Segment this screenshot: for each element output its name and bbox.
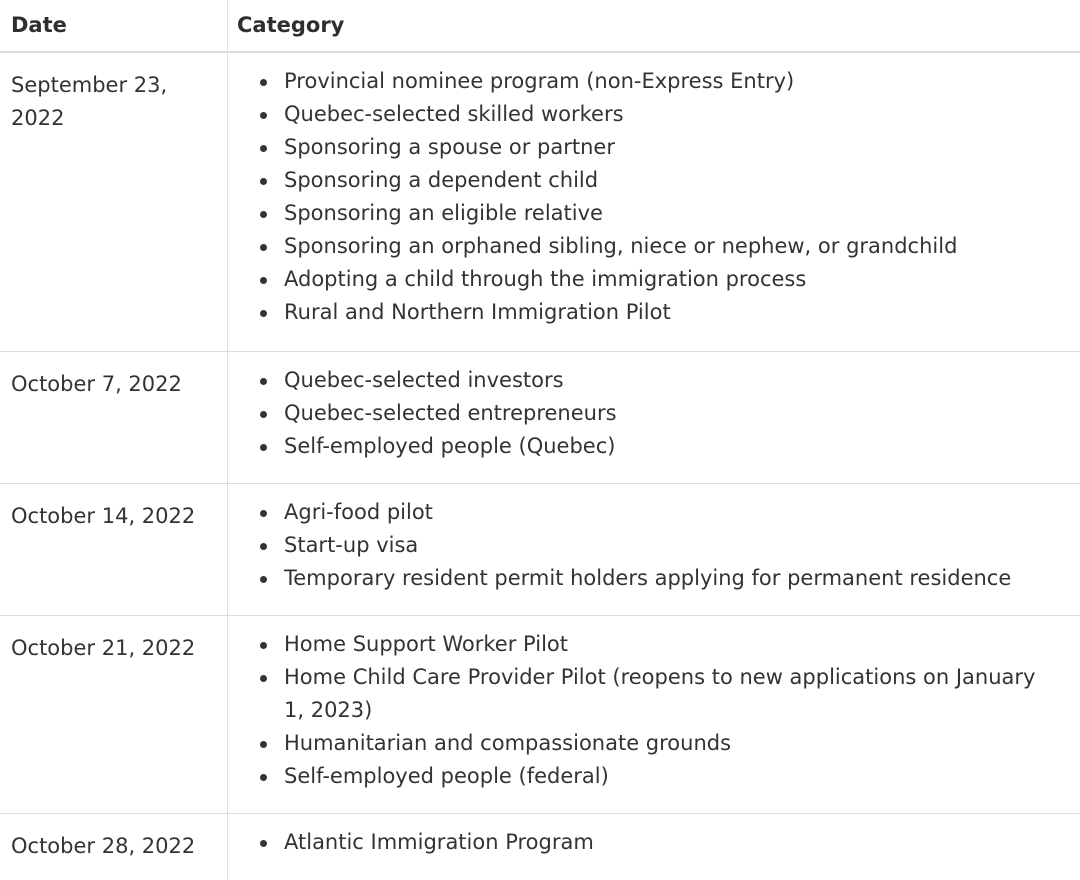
category-list [258, 65, 1058, 329]
table-row [0, 814, 1080, 880]
table-row [0, 352, 1080, 484]
row-date: October 7, 2022 [11, 372, 182, 396]
row-date: October 28, 2022 [11, 834, 196, 858]
header-category: Category [237, 13, 345, 37]
list-item: Atlantic Immigration Program [258, 826, 1058, 859]
list-item: Provincial nominee program (non-Express Entry) [258, 65, 1058, 98]
list-item: Home Child Care Provider Pilot (reopens to new applications on January 1, 2023) [258, 661, 1058, 727]
list-item: Agri-food pilot [258, 496, 1058, 529]
category-list [258, 826, 1058, 859]
list-item: Quebec-selected entrepreneurs [258, 397, 1058, 430]
list-item: Adopting a child through the immigration process [258, 263, 1058, 296]
row-date: September 23, 2022 [11, 73, 168, 130]
list-item: Sponsoring an eligible relative [258, 197, 1058, 230]
list-item: Quebec-selected investors [258, 364, 1058, 397]
list-item: Start-up visa [258, 529, 1058, 562]
list-item: Temporary resident permit holders applying for permanent residence [258, 562, 1058, 595]
list-item: Sponsoring a spouse or partner [258, 131, 1058, 164]
table-row [0, 484, 1080, 616]
table-row [0, 53, 1080, 352]
row-date: October 21, 2022 [11, 636, 196, 660]
list-item: Home Support Worker Pilot [258, 628, 1058, 661]
list-item: Self-employed people (federal) [258, 760, 1058, 793]
category-list [258, 364, 1058, 463]
row-date: October 14, 2022 [11, 504, 196, 528]
table-row [0, 616, 1080, 814]
list-item: Humanitarian and compassionate grounds [258, 727, 1058, 760]
header-date: Date [11, 13, 67, 37]
list-item: Quebec-selected skilled workers [258, 98, 1058, 131]
table-header [0, 0, 1080, 53]
list-item: Self-employed people (Quebec) [258, 430, 1058, 463]
category-list [258, 628, 1058, 793]
list-item: Sponsoring an orphaned sibling, niece or nephew, or grandchild [258, 230, 1058, 263]
category-list [258, 496, 1058, 595]
list-item: Sponsoring a dependent child [258, 164, 1058, 197]
list-item: Rural and Northern Immigration Pilot [258, 296, 1058, 329]
